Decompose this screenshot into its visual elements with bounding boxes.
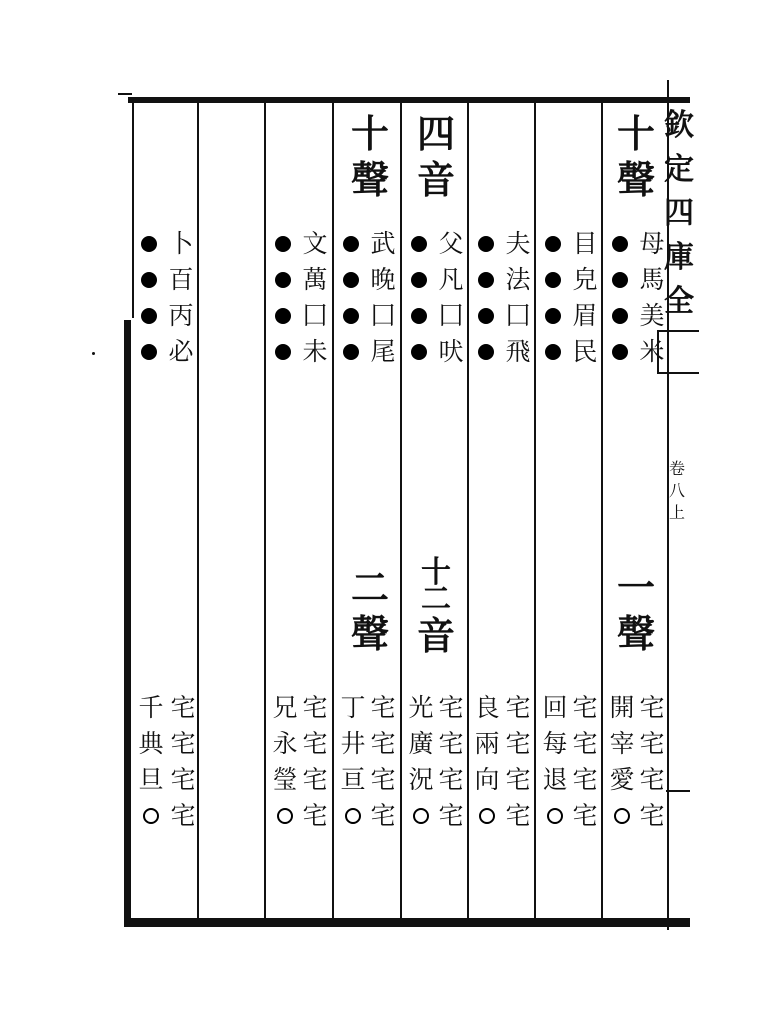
char: 宅 <box>505 729 531 758</box>
filled-circle-icon <box>612 308 628 324</box>
side-title-char: 全 <box>664 284 694 319</box>
char: 千 <box>138 693 164 722</box>
side-tick <box>666 790 690 792</box>
frame-left-border <box>124 320 131 926</box>
char: 宅 <box>170 801 196 830</box>
upper-col8-marks <box>536 226 570 370</box>
filled-circle-icon <box>478 236 494 252</box>
char: 宅 <box>639 693 665 722</box>
filled-circle-icon <box>612 236 628 252</box>
char: 囗 <box>370 301 396 330</box>
char: 宅 <box>370 801 396 830</box>
char: 法 <box>505 265 531 294</box>
char: 宅 <box>438 729 464 758</box>
upper-col1-marks <box>132 226 166 370</box>
char: 尾 <box>370 337 396 366</box>
lower-pair-right <box>434 690 468 834</box>
upper-col5-chars <box>366 226 400 370</box>
filled-circle-icon <box>343 344 359 360</box>
side-title-char: 四 <box>664 196 694 231</box>
lower-heading-er-sheng <box>346 566 394 658</box>
filled-circle-icon <box>343 308 359 324</box>
char: 廣 <box>408 729 434 758</box>
char: 瑩 <box>272 765 298 794</box>
filled-circle-icon <box>411 344 427 360</box>
lower-pair-right <box>366 690 400 834</box>
char: 退 <box>542 765 568 794</box>
filled-circle-icon <box>141 344 157 360</box>
char: 況 <box>408 765 434 794</box>
heading-char: 二 <box>350 565 389 610</box>
side-title-char: 定 <box>664 152 694 187</box>
lower-pair-right <box>568 690 602 834</box>
upper-col7-chars <box>501 226 535 370</box>
lower-pair-left <box>134 690 168 834</box>
filled-circle-icon <box>275 272 291 288</box>
heading-char: 十 <box>421 555 451 590</box>
frame-top-border <box>128 97 690 103</box>
char: 凡 <box>438 265 464 294</box>
char: 宅 <box>170 765 196 794</box>
heading-char: 聲 <box>616 611 655 656</box>
filled-circle-icon <box>275 236 291 252</box>
char: 武 <box>370 229 396 258</box>
char: 宅 <box>370 729 396 758</box>
empty-circle-icon <box>479 808 495 824</box>
upper-col9-heading <box>612 112 660 204</box>
char: 馬 <box>639 265 665 294</box>
char: 飛 <box>505 337 531 366</box>
frame-top-tick <box>118 93 132 95</box>
char: 未 <box>302 337 328 366</box>
char: 光 <box>408 693 434 722</box>
upper-col6-chars <box>434 226 468 370</box>
char: 宅 <box>505 765 531 794</box>
upper-col7-marks <box>469 226 503 370</box>
char: 愛 <box>609 765 635 794</box>
char: 每 <box>542 729 568 758</box>
char: 永 <box>272 729 298 758</box>
char: 囗 <box>505 301 531 330</box>
char: 萬 <box>302 265 328 294</box>
char: 宅 <box>170 729 196 758</box>
lower-pair-left <box>605 690 639 834</box>
empty-circle-icon <box>614 808 630 824</box>
heading-char: 二 <box>421 582 451 617</box>
char: 宅 <box>370 693 396 722</box>
char: 必 <box>168 337 194 366</box>
char: 宅 <box>572 729 598 758</box>
upper-col9-marks <box>603 226 637 370</box>
char: 宅 <box>572 693 598 722</box>
filled-circle-icon <box>545 236 561 252</box>
char: 宅 <box>302 765 328 794</box>
upper-col4-chars <box>298 226 332 370</box>
lower-heading-shier-yin <box>412 555 460 660</box>
char: 吠 <box>438 337 464 366</box>
heading-char: 音 <box>416 157 455 202</box>
char: 旦 <box>138 765 164 794</box>
lower-pair-right <box>501 690 535 834</box>
lower-pair-left <box>404 690 438 834</box>
char: 米 <box>639 337 665 366</box>
filled-circle-icon <box>275 308 291 324</box>
side-volume-char: 卷 <box>668 459 685 478</box>
upper-col4-marks <box>266 226 300 370</box>
filled-circle-icon <box>545 272 561 288</box>
filled-circle-icon <box>343 236 359 252</box>
char: 目 <box>572 229 598 258</box>
empty-circle-icon <box>345 808 361 824</box>
char: 宰 <box>609 729 635 758</box>
char: 眉 <box>572 301 598 330</box>
char: 宅 <box>170 693 196 722</box>
char: 美 <box>639 301 665 330</box>
filled-circle-icon <box>141 308 157 324</box>
heading-char: 聲 <box>350 611 389 656</box>
heading-char: 十 <box>350 111 389 156</box>
upper-col5-heading <box>346 112 394 204</box>
heading-char: 聲 <box>350 157 389 202</box>
char: 井 <box>340 729 366 758</box>
filled-circle-icon <box>612 272 628 288</box>
heading-char: 音 <box>416 613 455 658</box>
char: 向 <box>474 765 500 794</box>
char: 開 <box>609 693 635 722</box>
empty-circle-icon <box>413 808 429 824</box>
char: 丙 <box>168 301 194 330</box>
char: 宅 <box>572 801 598 830</box>
filled-circle-icon <box>478 308 494 324</box>
char: 宅 <box>302 801 328 830</box>
ink-speck <box>92 352 95 355</box>
char: 母 <box>639 229 665 258</box>
filled-circle-icon <box>545 344 561 360</box>
char: 宅 <box>302 693 328 722</box>
upper-col5-marks <box>334 226 368 370</box>
char: 宅 <box>639 729 665 758</box>
filled-circle-icon <box>411 236 427 252</box>
char: 宅 <box>370 765 396 794</box>
upper-col8-chars <box>568 226 602 370</box>
char: 夫 <box>505 229 531 258</box>
empty-circle-icon <box>277 808 293 824</box>
filled-circle-icon <box>545 308 561 324</box>
lower-pair-right <box>635 690 669 834</box>
char: 晚 <box>370 265 396 294</box>
char: 宅 <box>438 765 464 794</box>
char: 宅 <box>438 693 464 722</box>
char: 宅 <box>505 801 531 830</box>
frame-bottom-border <box>124 918 690 927</box>
upper-col1-chars <box>164 226 198 370</box>
char: 宅 <box>505 693 531 722</box>
filled-circle-icon <box>141 272 157 288</box>
side-volume-char: 八 <box>668 481 685 500</box>
char: 文 <box>302 229 328 258</box>
char: 卜 <box>168 229 194 258</box>
side-title-char: 欽 <box>664 108 694 143</box>
filled-circle-icon <box>478 272 494 288</box>
char: 宅 <box>438 801 464 830</box>
char: 兩 <box>474 729 500 758</box>
char: 兄 <box>272 693 298 722</box>
side-volume-char: 上 <box>668 503 685 522</box>
char: 良 <box>474 693 500 722</box>
char: 民 <box>572 337 598 366</box>
filled-circle-icon <box>411 272 427 288</box>
lower-pair-left <box>336 690 370 834</box>
side-volume <box>665 458 689 524</box>
heading-char: 四 <box>416 111 455 156</box>
char: 宅 <box>639 801 665 830</box>
filled-circle-icon <box>612 344 628 360</box>
char: 宅 <box>639 765 665 794</box>
char: 囗 <box>438 301 464 330</box>
lower-pair-left <box>268 690 302 834</box>
char: 宅 <box>302 729 328 758</box>
side-title-char: 庫 <box>664 240 694 275</box>
heading-char: 聲 <box>616 157 655 202</box>
filled-circle-icon <box>343 272 359 288</box>
lower-pair-right <box>166 690 200 834</box>
heading-char: 一 <box>616 565 655 610</box>
filled-circle-icon <box>141 236 157 252</box>
lower-pair-left <box>470 690 504 834</box>
char: 回 <box>542 693 568 722</box>
filled-circle-icon <box>275 344 291 360</box>
filled-circle-icon <box>411 308 427 324</box>
char: 囗 <box>302 301 328 330</box>
char: 宅 <box>572 765 598 794</box>
empty-circle-icon <box>547 808 563 824</box>
upper-col6-heading <box>412 112 460 204</box>
char: 典 <box>138 729 164 758</box>
lower-heading-yi-sheng <box>612 566 660 658</box>
lower-pair-left <box>538 690 572 834</box>
heading-char: 十 <box>616 111 655 156</box>
empty-circle-icon <box>143 808 159 824</box>
lower-pair-right <box>298 690 332 834</box>
char: 皃 <box>572 265 598 294</box>
filled-circle-icon <box>478 344 494 360</box>
upper-col9-chars <box>635 226 669 370</box>
char: 父 <box>438 229 464 258</box>
char: 丁 <box>340 693 366 722</box>
char: 百 <box>168 265 194 294</box>
char: 亘 <box>340 765 366 794</box>
upper-col6-marks <box>402 226 436 370</box>
